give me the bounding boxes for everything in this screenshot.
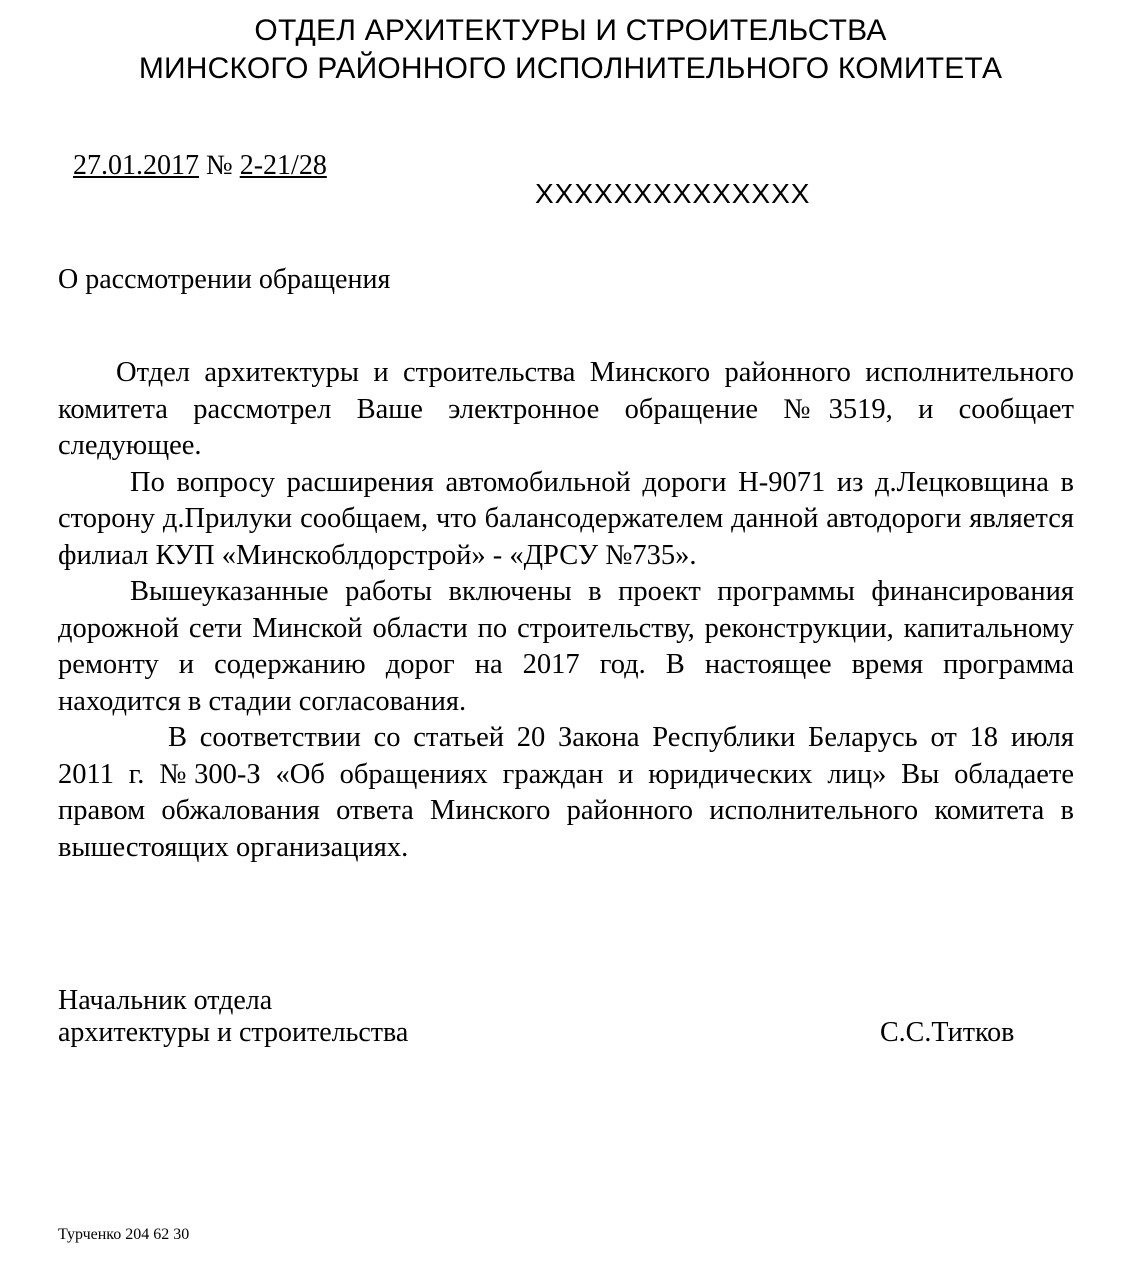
signatory-title <box>58 985 408 1049</box>
signatory-title-line-1: Начальник отдела <box>58 985 273 1016</box>
body-paragraph-4: В соответствии со статьей 20 Закона Республики Беларусь от 18 июля 2011 г. №300-З «Об обращениях граждан и юридических лиц» Вы обладаете правом обжалования ответа Минского районного исполнительного комитета в вышестоящих организациях. <box>58 722 1074 863</box>
body-paragraph-3: Вышеуказанные работы включены в проект программы финансирования дорожной сети Минской области по строительству, реконструкции, капитальному ремонту и содержанию дорог на 2017 год. В настоящее время программа находится в стадии согласования. <box>58 576 1074 717</box>
letter-body <box>58 355 1074 866</box>
registration-line <box>73 150 327 182</box>
header-line-1: ОТДЕЛ АРХИТЕКТУРЫ И СТРОИТЕЛЬСТВА <box>254 14 887 47</box>
header-line-2: МИНСКОГО РАЙОННОГО ИСПОЛНИТЕЛЬНОГО КОМИТЕТА <box>138 52 1003 85</box>
registration-number: 2-21/28 <box>239 150 327 181</box>
document-header <box>0 12 1121 88</box>
subject-line: О рассмотрении обращения <box>58 264 391 295</box>
registration-number-sign: № <box>206 150 233 181</box>
body-paragraph-1: Отдел архитектуры и строительства Минского районного исполнительного комитета рассмотрел Ваше электронное обращение №3519, и сообщает следующее. <box>58 357 1074 461</box>
registration-date: 27.01.2017 <box>73 150 199 181</box>
body-paragraph-2: По вопросу расширения автомобильной дороги Н-9071 из д.Лецковщина в сторону д.Прилуки сообщаем, что балансодержателем данной автодороги является филиал КУП «Минскоблдорстрой» - «ДРСУ №735». <box>58 466 1074 571</box>
signatory-name: С.С.Титков <box>880 1017 1015 1048</box>
addressee: XXXXXXXXXXXXXX <box>535 178 811 209</box>
executor-contact: Турченко 204 62 30 <box>58 1226 190 1243</box>
signatory-title-line-2: архитектуры и строительства <box>58 1017 409 1048</box>
